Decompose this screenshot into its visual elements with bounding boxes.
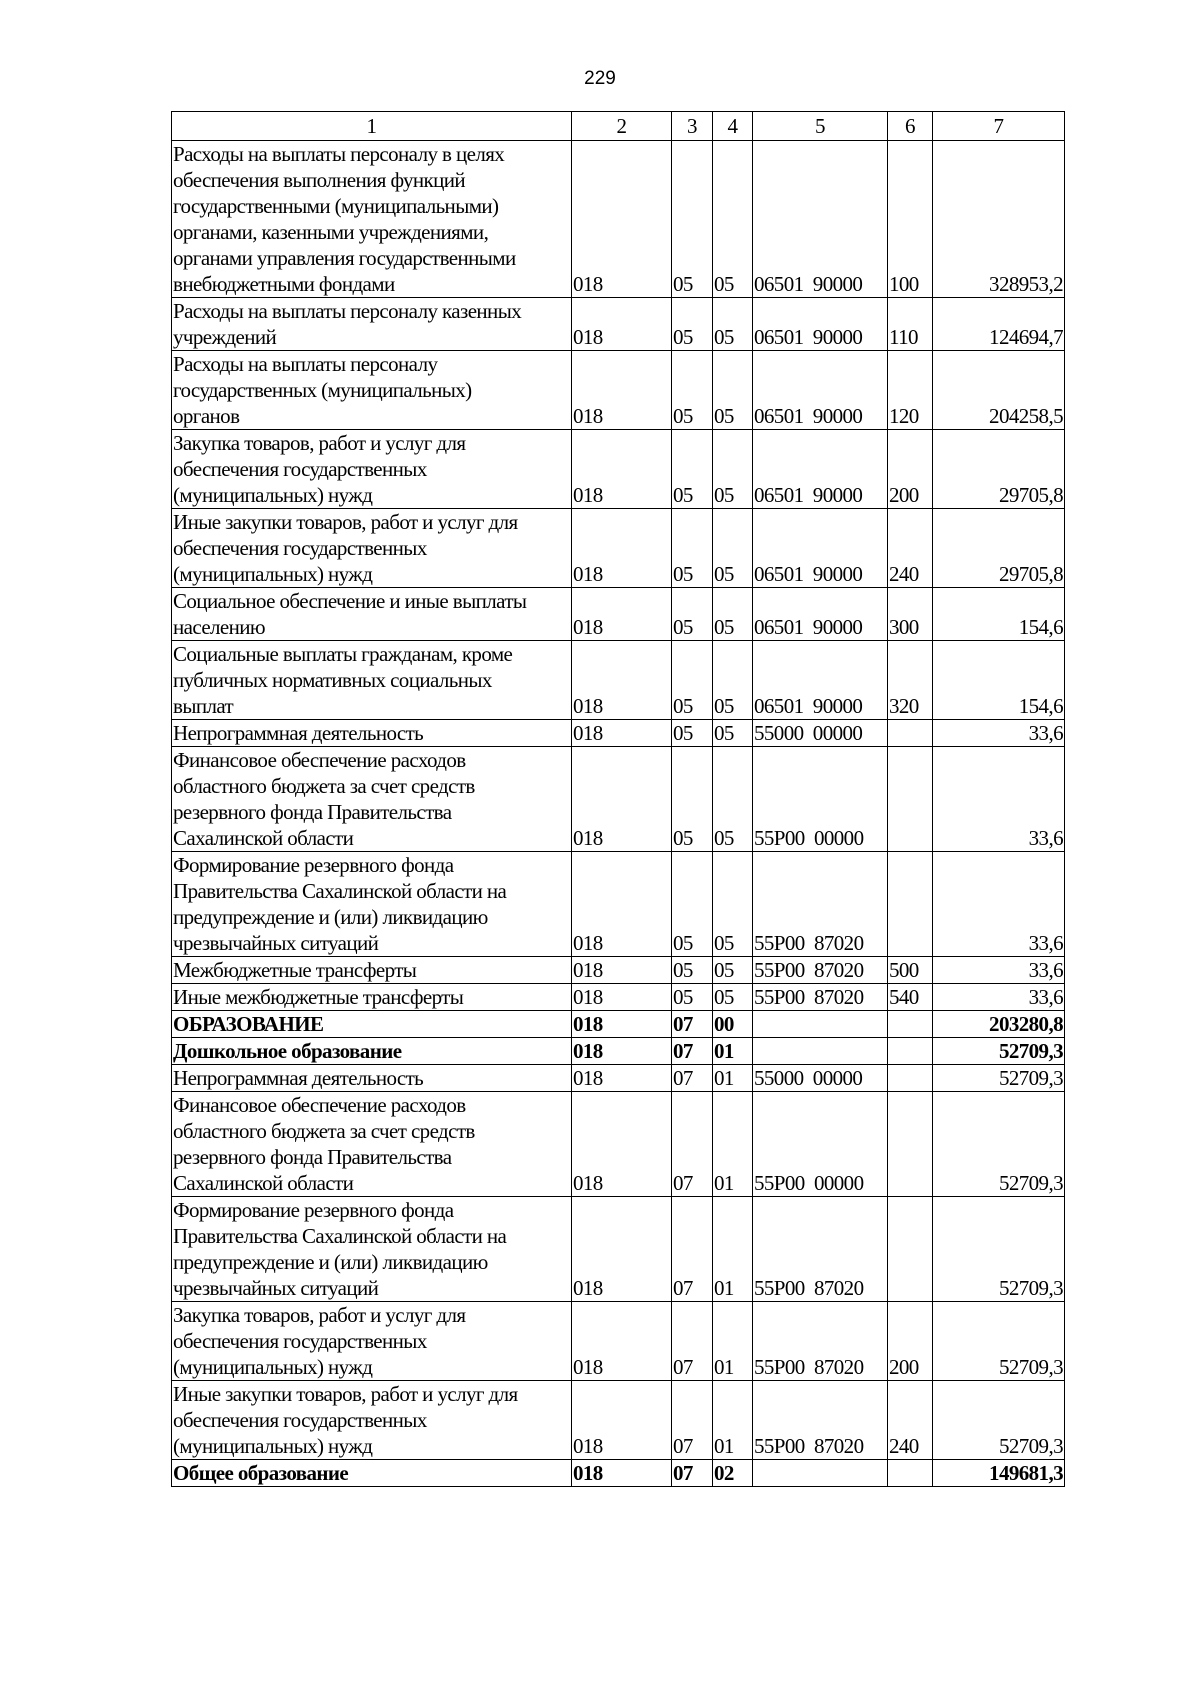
expense-type-cell (888, 747, 933, 852)
expense-type-cell (888, 1065, 933, 1092)
section-cell: 07 (672, 1011, 713, 1038)
target-article-cell: 55Р00 00000 (753, 1092, 888, 1197)
ministry-code-cell: 018 (572, 1038, 672, 1065)
item-name-cell: Межбюджетные трансферты (172, 957, 572, 984)
expense-type-cell (888, 852, 933, 957)
target-article-cell (753, 1011, 888, 1038)
ministry-code-cell: 018 (572, 509, 672, 588)
ministry-code-cell: 018 (572, 984, 672, 1011)
amount-cell: 203280,8 (933, 1011, 1065, 1038)
ministry-code-cell: 018 (572, 1381, 672, 1460)
subsection-cell: 05 (713, 351, 753, 430)
ministry-code-cell: 018 (572, 641, 672, 720)
ministry-code-cell: 018 (572, 298, 672, 351)
target-article-cell: 55Р00 87020 (753, 1302, 888, 1381)
ministry-code-cell: 018 (572, 720, 672, 747)
expense-type-cell: 300 (888, 588, 933, 641)
table-header-row (172, 112, 1065, 141)
ministry-code-cell: 018 (572, 1460, 672, 1487)
target-article-cell: 06501 90000 (753, 641, 888, 720)
subsection-cell: 05 (713, 984, 753, 1011)
item-name-cell: Закупка товаров, работ и услуг для обеспечения государственных (муниципальных) нужд (172, 1302, 572, 1381)
amount-cell: 52709,3 (933, 1092, 1065, 1197)
expense-type-cell: 240 (888, 509, 933, 588)
section-cell: 07 (672, 1197, 713, 1302)
subsection-cell: 05 (713, 509, 753, 588)
section-cell: 05 (672, 720, 713, 747)
section-cell: 07 (672, 1460, 713, 1487)
header-cell: 6 (888, 112, 933, 141)
amount-cell: 33,6 (933, 747, 1065, 852)
ministry-code-cell: 018 (572, 430, 672, 509)
expense-type-cell (888, 1460, 933, 1487)
target-article-cell: 06501 90000 (753, 430, 888, 509)
section-cell: 05 (672, 298, 713, 351)
subsection-cell: 00 (713, 1011, 753, 1038)
item-name-cell: Общее образование (172, 1460, 572, 1487)
header-cell: 1 (172, 112, 572, 141)
table-row (172, 1065, 1065, 1092)
subsection-cell: 05 (713, 141, 753, 298)
item-name-cell: Иные закупки товаров, работ и услуг для обеспечения государственных (муниципальных) нужд (172, 509, 572, 588)
subsection-cell: 05 (713, 720, 753, 747)
subsection-cell: 01 (713, 1381, 753, 1460)
header-cell: 2 (572, 112, 672, 141)
subsection-cell: 05 (713, 430, 753, 509)
section-cell: 07 (672, 1092, 713, 1197)
subsection-cell: 05 (713, 957, 753, 984)
item-name-cell: Непрограммная деятельность (172, 720, 572, 747)
target-article-cell: 55000 00000 (753, 720, 888, 747)
target-article-cell: 55Р00 87020 (753, 852, 888, 957)
expense-type-cell: 120 (888, 351, 933, 430)
target-article-cell: 06501 90000 (753, 351, 888, 430)
table-row (172, 641, 1065, 720)
amount-cell: 52709,3 (933, 1197, 1065, 1302)
budget-table (171, 111, 1065, 1487)
table-row (172, 141, 1065, 298)
expense-type-cell: 200 (888, 1302, 933, 1381)
amount-cell: 33,6 (933, 957, 1065, 984)
item-name-cell: Расходы на выплаты персоналу казенных учреждений (172, 298, 572, 351)
subsection-cell: 05 (713, 641, 753, 720)
amount-cell: 124694,7 (933, 298, 1065, 351)
ministry-code-cell: 018 (572, 1011, 672, 1038)
header-cell: 4 (713, 112, 753, 141)
table-row (172, 1038, 1065, 1065)
amount-cell: 328953,2 (933, 141, 1065, 298)
section-cell: 05 (672, 852, 713, 957)
target-article-cell: 06501 90000 (753, 588, 888, 641)
table-row (172, 1460, 1065, 1487)
table-row (172, 852, 1065, 957)
item-name-cell: ОБРАЗОВАНИЕ (172, 1011, 572, 1038)
target-article-cell (753, 1460, 888, 1487)
section-cell: 05 (672, 509, 713, 588)
ministry-code-cell: 018 (572, 852, 672, 957)
expense-type-cell (888, 1038, 933, 1065)
section-cell: 05 (672, 957, 713, 984)
table-row (172, 957, 1065, 984)
ministry-code-cell: 018 (572, 1302, 672, 1381)
target-article-cell: 55Р00 87020 (753, 984, 888, 1011)
ministry-code-cell: 018 (572, 747, 672, 852)
amount-cell: 33,6 (933, 852, 1065, 957)
item-name-cell: Закупка товаров, работ и услуг для обеспечения государственных (муниципальных) нужд (172, 430, 572, 509)
subsection-cell: 01 (713, 1092, 753, 1197)
amount-cell: 204258,5 (933, 351, 1065, 430)
expense-type-cell (888, 720, 933, 747)
amount-cell: 154,6 (933, 588, 1065, 641)
item-name-cell: Финансовое обеспечение расходов областного бюджета за счет средств резервного фонда Правительства Сахалинской области (172, 1092, 572, 1197)
expense-type-cell: 200 (888, 430, 933, 509)
target-article-cell: 06501 90000 (753, 509, 888, 588)
table-row (172, 1011, 1065, 1038)
item-name-cell: Дошкольное образование (172, 1038, 572, 1065)
target-article-cell: 06501 90000 (753, 298, 888, 351)
amount-cell: 29705,8 (933, 509, 1065, 588)
expense-type-cell: 500 (888, 957, 933, 984)
table-row (172, 509, 1065, 588)
subsection-cell: 02 (713, 1460, 753, 1487)
ministry-code-cell: 018 (572, 141, 672, 298)
table-row (172, 984, 1065, 1011)
amount-cell: 52709,3 (933, 1065, 1065, 1092)
target-article-cell: 55000 00000 (753, 1065, 888, 1092)
amount-cell: 33,6 (933, 720, 1065, 747)
section-cell: 07 (672, 1381, 713, 1460)
target-article-cell: 55Р00 87020 (753, 1381, 888, 1460)
table-row (172, 720, 1065, 747)
subsection-cell: 05 (713, 747, 753, 852)
ministry-code-cell: 018 (572, 1065, 672, 1092)
item-name-cell: Социальное обеспечение и иные выплаты населению (172, 588, 572, 641)
expense-type-cell (888, 1197, 933, 1302)
target-article-cell: 55Р00 87020 (753, 957, 888, 984)
header-cell: 5 (753, 112, 888, 141)
ministry-code-cell: 018 (572, 588, 672, 641)
item-name-cell: Социальные выплаты гражданам, кроме публичных нормативных социальных выплат (172, 641, 572, 720)
item-name-cell: Формирование резервного фонда Правительства Сахалинской области на предупреждение и (или) ликвидацию чрезвычайных ситуаций (172, 852, 572, 957)
section-cell: 07 (672, 1038, 713, 1065)
expense-type-cell: 540 (888, 984, 933, 1011)
target-article-cell: 55Р00 87020 (753, 1197, 888, 1302)
table-row (172, 298, 1065, 351)
table-row (172, 1197, 1065, 1302)
section-cell: 05 (672, 430, 713, 509)
target-article-cell: 55Р00 00000 (753, 747, 888, 852)
expense-type-cell: 100 (888, 141, 933, 298)
amount-cell: 149681,3 (933, 1460, 1065, 1487)
section-cell: 07 (672, 1302, 713, 1381)
item-name-cell: Финансовое обеспечение расходов областного бюджета за счет средств резервного фонда Правительства Сахалинской области (172, 747, 572, 852)
expense-type-cell (888, 1092, 933, 1197)
target-article-cell: 06501 90000 (753, 141, 888, 298)
ministry-code-cell: 018 (572, 957, 672, 984)
item-name-cell: Расходы на выплаты персоналу в целях обеспечения выполнения функций государственными (муниципальными) органами, казенными учреждениями, органами управления государственными внебюджетными фондами (172, 141, 572, 298)
table-row (172, 1092, 1065, 1197)
subsection-cell: 01 (713, 1038, 753, 1065)
amount-cell: 154,6 (933, 641, 1065, 720)
table-row (172, 351, 1065, 430)
expense-type-cell: 320 (888, 641, 933, 720)
subsection-cell: 05 (713, 298, 753, 351)
ministry-code-cell: 018 (572, 1092, 672, 1197)
subsection-cell: 01 (713, 1302, 753, 1381)
amount-cell: 33,6 (933, 984, 1065, 1011)
amount-cell: 52709,3 (933, 1302, 1065, 1381)
header-cell: 3 (672, 112, 713, 141)
table-row (172, 747, 1065, 852)
item-name-cell: Формирование резервного фонда Правительства Сахалинской области на предупреждение и (или) ликвидацию чрезвычайных ситуаций (172, 1197, 572, 1302)
section-cell: 05 (672, 984, 713, 1011)
table-row (172, 430, 1065, 509)
section-cell: 05 (672, 351, 713, 430)
expense-type-cell: 240 (888, 1381, 933, 1460)
item-name-cell: Расходы на выплаты персоналу государственных (муниципальных) органов (172, 351, 572, 430)
expense-type-cell: 110 (888, 298, 933, 351)
section-cell: 05 (672, 141, 713, 298)
subsection-cell: 05 (713, 588, 753, 641)
item-name-cell: Иные межбюджетные трансферты (172, 984, 572, 1011)
item-name-cell: Непрограммная деятельность (172, 1065, 572, 1092)
table-row (172, 1381, 1065, 1460)
target-article-cell (753, 1038, 888, 1065)
item-name-cell: Иные закупки товаров, работ и услуг для обеспечения государственных (муниципальных) нужд (172, 1381, 572, 1460)
header-cell: 7 (933, 112, 1065, 141)
section-cell: 05 (672, 588, 713, 641)
section-cell: 05 (672, 747, 713, 852)
amount-cell: 52709,3 (933, 1381, 1065, 1460)
ministry-code-cell: 018 (572, 1197, 672, 1302)
section-cell: 05 (672, 641, 713, 720)
page-number: 229 (584, 68, 616, 89)
ministry-code-cell: 018 (572, 351, 672, 430)
subsection-cell: 01 (713, 1065, 753, 1092)
subsection-cell: 01 (713, 1197, 753, 1302)
table-body (172, 141, 1065, 1487)
amount-cell: 52709,3 (933, 1038, 1065, 1065)
subsection-cell: 05 (713, 852, 753, 957)
amount-cell: 29705,8 (933, 430, 1065, 509)
expense-type-cell (888, 1011, 933, 1038)
table-row (172, 588, 1065, 641)
table-row (172, 1302, 1065, 1381)
section-cell: 07 (672, 1065, 713, 1092)
